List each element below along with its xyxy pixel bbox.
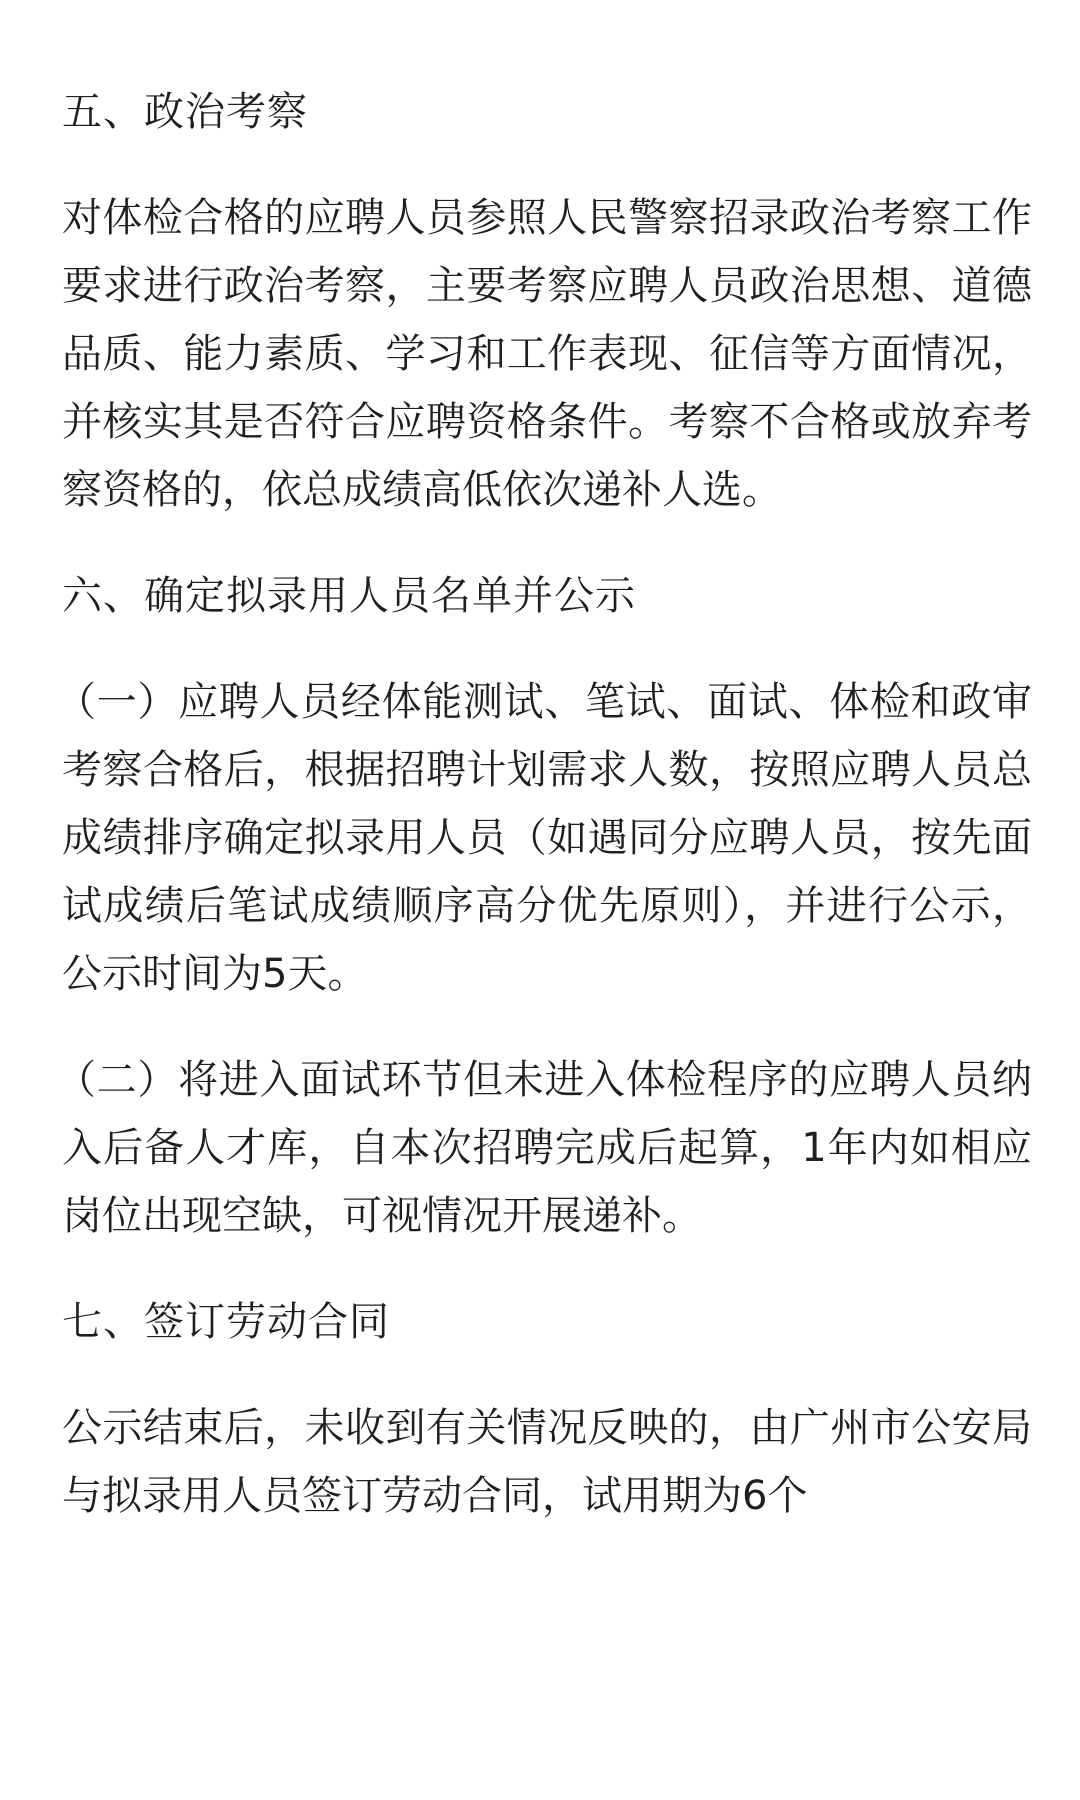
paragraph-contract: 公示结束后，未收到有关情况反映的，由广州市公安局与拟录用人员签订劳动合同，试用期为6个 — [62, 1405, 1032, 1519]
section-heading-contract: 七、签订劳动合同 — [62, 1299, 390, 1345]
paragraph-publicity-1: （一）应聘人员经体能测试、笔试、面试、体检和政审考察合格后，根据招聘计划需求人数，按照应聘人员总成绩排序确定拟录用人员（如遇同分应聘人员，按先面试成绩后笔试成绩顺序高分优先原则），并进行公示，公示时间为5天。 — [56, 679, 1032, 997]
section-heading-political-review: 五、政治考察 — [62, 89, 308, 135]
section-heading-publicity: 六、确定拟录用人员名单并公示 — [62, 573, 636, 619]
paragraph-publicity-2: （二）将进入面试环节但未进入体检程序的应聘人员纳入后备人才库，自本次招聘完成后起算，1年内如相应岗位出现空缺，可视情况开展递补。 — [56, 1057, 1032, 1239]
article-body — [56, 78, 1032, 1568]
paragraph-political-review: 对体检合格的应聘人员参照人民警察招录政治考察工作要求进行政治考察，主要考察应聘人员政治思想、道德品质、能力素质、学习和工作表现、征信等方面情况，并核实其是否符合应聘资格条件。考察不合格或放弃考察资格的，依总成绩高低依次递补人选。 — [62, 195, 1032, 513]
